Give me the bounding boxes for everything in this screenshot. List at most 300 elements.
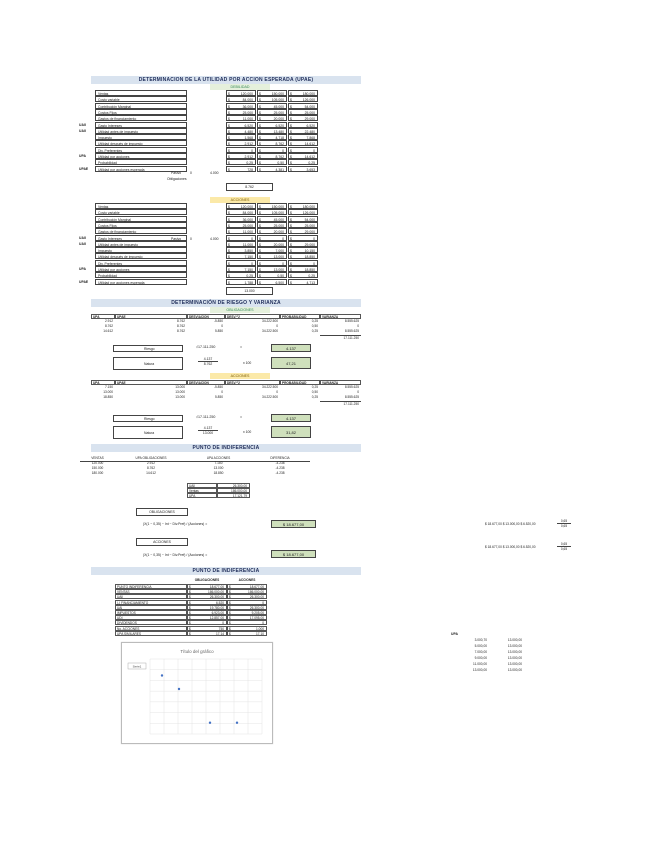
resumen-label: UPA SIMILARES <box>115 631 187 636</box>
side-frac-1-den: 0,65 <box>560 524 568 528</box>
dollar-sign: $ <box>259 242 261 247</box>
row-value: 29.000 $ <box>288 115 318 121</box>
natura2-label: Natura <box>144 431 155 435</box>
row-value: 7.000 $ <box>257 247 287 253</box>
resumen-header: ACCIONES <box>238 578 256 582</box>
var-cell: 0,25 <box>311 319 318 323</box>
var-cell: 0 <box>221 324 223 329</box>
resumen-cell: 18.677,00 $ <box>227 584 267 589</box>
var-cell: 0 <box>276 324 278 329</box>
indif-cell: 180.000 <box>91 471 104 476</box>
dollar-sign: $ <box>229 626 231 631</box>
formula-acciones: (X(1 − 0,35) − Int − Div.Pref) / (Acciones) = <box>143 553 208 557</box>
subtitle-obligaciones: OBLIGACIONES <box>210 307 270 313</box>
row-label: Gasto Intereses <box>95 235 187 241</box>
resumen-cell: 18.677,00 $ <box>187 584 227 589</box>
row-label: Utilidad por acciones esperada <box>95 166 187 172</box>
row-value: 0 $ <box>288 147 318 153</box>
var-total: 17.111.250 <box>320 401 361 406</box>
var-cell: 5.850 <box>215 329 223 334</box>
resumen-cell: 19.780,00 $ <box>187 605 227 610</box>
dollar-sign: $ <box>259 123 261 128</box>
indif-cell: 18.850 <box>213 471 224 476</box>
row-code: UPAE <box>79 279 89 284</box>
dollar-sign: $ <box>290 261 292 266</box>
resumen-cell: 17,10 $ <box>227 631 267 636</box>
row-value: 126.000 $ <box>288 209 318 215</box>
data-point <box>178 688 180 690</box>
var-header: UPA <box>91 380 115 385</box>
var-header: DESVIACION <box>187 380 225 385</box>
resumen-header <box>115 578 187 583</box>
resumen-label: UAI <box>115 605 187 610</box>
riesgo2-label-box <box>113 415 183 422</box>
var-header: PROBABILIDAD <box>280 380 320 385</box>
pasivo-value: 0 <box>190 171 192 175</box>
small-value: 17.121,79 <box>217 493 250 498</box>
row-value: 0 $ <box>288 235 318 241</box>
var-cell: 13.000 <box>103 390 113 395</box>
dollar-sign: $ <box>259 98 261 103</box>
dollar-sign: $ <box>259 136 261 141</box>
natura2-label-box <box>113 426 183 439</box>
pasivo-label: Pasivo <box>171 171 182 175</box>
dollar-sign: $ <box>189 621 191 626</box>
riesgo-label: Riesgo <box>144 347 155 351</box>
resumen-cell: 186.000,00 $ <box>227 589 267 594</box>
riesgo2-expression: √17.111.250 <box>196 415 216 419</box>
row-value: 180.000 $ <box>288 90 318 96</box>
indif-cell: 13.000 <box>213 466 224 471</box>
dollar-sign: $ <box>228 155 230 159</box>
dollar-sign: $ <box>228 223 230 228</box>
resumen-header: OBLIGACIONES <box>194 578 220 582</box>
indif-cell: 2.912 <box>147 461 155 465</box>
result-obligaciones: $ 18.677,00 <box>271 520 316 528</box>
var-cell: 18.850 <box>103 395 113 400</box>
dollar-sign: $ <box>290 268 292 272</box>
var-cell: 8.762 <box>177 329 185 334</box>
row-value: 4.713 $ <box>288 279 318 285</box>
resumen-cell: 17,14 $ <box>187 631 227 636</box>
resumen-cell: 26.300,00 $ <box>227 605 267 610</box>
row-label: Ventas <box>95 90 187 96</box>
row-label: Probabilidad <box>95 159 187 165</box>
dollar-sign: $ <box>290 236 292 241</box>
row-value: 36.000 $ <box>226 103 256 109</box>
subtitle-acciones-2: ACCIONES <box>210 373 270 379</box>
row-value: 20.000 $ <box>257 228 287 234</box>
var-cell: 7.150 <box>105 385 113 389</box>
row-value: 6.520 $ <box>257 122 287 128</box>
side-cell-a: 9.000,00 <box>474 656 487 660</box>
row-label: Utilidad antes de impuesto <box>95 241 187 247</box>
var-header: DESV.^2 <box>225 314 280 319</box>
small-label: UPA <box>187 493 217 498</box>
dollar-sign: $ <box>290 117 292 122</box>
data-point <box>209 722 211 724</box>
dollar-sign: $ <box>259 274 261 279</box>
dollar-sign: $ <box>290 136 292 141</box>
var-cell: 0,25 <box>311 395 318 400</box>
row-value: 0,25 $ <box>288 159 318 165</box>
dollar-sign: $ <box>259 104 261 109</box>
side-table-label: UPA <box>451 632 458 636</box>
row-value: 0 $ <box>257 260 287 266</box>
row-value: 45.000 $ <box>257 216 287 222</box>
row-value: 120.000 $ <box>226 90 256 96</box>
var-cell: 8.762 <box>105 324 113 329</box>
dollar-sign: $ <box>228 274 230 279</box>
var-cell: 0 <box>221 390 223 395</box>
subtitle-acciones: ACCIONES <box>210 197 270 203</box>
row-value: 20.000 $ <box>257 115 287 121</box>
var-cell: 8.555.625 <box>344 319 359 323</box>
side-cell-b: 13.000,00 <box>507 638 522 642</box>
scatter-chart <box>121 642 273 744</box>
dollar-sign: $ <box>259 148 261 153</box>
upae-acciones-total: 13.000 <box>226 287 273 295</box>
dollar-sign: $ <box>228 129 230 134</box>
row-label: Costos Fijos <box>95 109 187 115</box>
dollar-sign: $ <box>189 595 191 600</box>
row-value: 54.000 $ <box>288 103 318 109</box>
acciones-label: ACCIONES <box>136 538 188 546</box>
dollar-sign: $ <box>228 161 230 166</box>
dollar-sign: $ <box>228 104 230 109</box>
row-value: 6.520 $ <box>226 122 256 128</box>
dollar-sign: $ <box>189 626 191 631</box>
indif-cell: -4.238 <box>275 471 285 476</box>
row-value: 120.000 $ <box>226 203 256 209</box>
natura-numerator: 4.137 <box>198 357 218 362</box>
dollar-sign: $ <box>259 223 261 228</box>
resumen-label: IMPUESTOS <box>115 610 187 615</box>
indif-cell: 120.000 <box>91 461 104 465</box>
dollar-sign: $ <box>228 123 230 128</box>
side-cell-b: 13.000,00 <box>507 650 522 654</box>
row-value: 7.150 $ <box>226 266 256 272</box>
dollar-sign: $ <box>290 155 292 159</box>
dollar-sign: $ <box>259 261 261 266</box>
row-value: 2.912 $ <box>226 153 256 159</box>
dollar-sign: $ <box>259 161 261 166</box>
row-value: 84.000 $ <box>226 96 256 102</box>
row-value: 25.000 $ <box>288 222 318 228</box>
row-value: 0,50 $ <box>257 272 287 278</box>
dollar-sign: $ <box>259 117 261 122</box>
riesgo2-label: Riesgo <box>144 417 155 421</box>
var-cell: 34.222.500 <box>262 395 278 400</box>
row-code: UAII <box>79 235 86 240</box>
resumen-cell: 186.000,00 $ <box>187 589 227 594</box>
var-header: UPAE <box>115 314 187 319</box>
pasivo2-value-2: 4.000 <box>210 237 219 241</box>
dollar-sign: $ <box>228 280 230 285</box>
row-value: 8.762 $ <box>257 140 287 146</box>
var-cell: 8.762 <box>177 319 185 323</box>
row-value: 0 $ <box>257 147 287 153</box>
side-cell-a: 13.000,00 <box>472 668 487 672</box>
row-code: UAII <box>79 122 86 127</box>
dollar-sign: $ <box>259 236 261 241</box>
natura-result: 47,21 <box>271 357 311 369</box>
var-cell: 0 <box>357 324 359 329</box>
resumen-cell: 750 $ <box>187 626 227 631</box>
dollar-sign: $ <box>259 211 261 216</box>
dollar-sign: $ <box>229 616 231 621</box>
resumen-label: UAII <box>115 594 187 599</box>
row-value: 11.000 $ <box>226 241 256 247</box>
row-value: 7.150 $ <box>226 253 256 259</box>
dollar-sign: $ <box>229 595 231 600</box>
oblig-label: OBLIGACIONES <box>136 508 188 516</box>
row-value: 4.480 $ <box>226 128 256 134</box>
var-cell: 0,25 <box>311 329 318 334</box>
row-value: 150.000 $ <box>257 90 287 96</box>
dollar-sign: $ <box>228 167 230 172</box>
var-cell: 0 <box>276 390 278 395</box>
row-label: Utilidad después de impuesto <box>95 140 187 146</box>
indif-header: UPA ACCIONES <box>187 456 250 462</box>
dollar-sign: $ <box>229 590 231 595</box>
row-value: 25.000 $ <box>288 109 318 115</box>
resumen-label: (-) FINANCIAMIENTO <box>115 600 187 605</box>
riesgo-result: 4.137 <box>271 344 311 352</box>
small-value: 186.000,00 <box>217 488 250 493</box>
indif-cell: -4.238 <box>275 466 285 471</box>
row-value: 0,25 $ <box>226 272 256 278</box>
row-value: 180.000 $ <box>288 203 318 209</box>
chart-svg <box>122 643 272 743</box>
row-value: 0 $ <box>288 260 318 266</box>
result-acciones: $ 18.677,00 <box>271 550 316 558</box>
dollar-sign: $ <box>290 230 292 235</box>
dollar-sign: $ <box>189 600 191 605</box>
dollar-sign: $ <box>229 605 231 610</box>
dollar-sign: $ <box>290 223 292 228</box>
riesgo-label-box <box>113 345 183 352</box>
row-code: UPA <box>79 154 86 158</box>
pasivo2-label: Pasivo <box>171 237 182 241</box>
row-value: 36.000 $ <box>226 216 256 222</box>
row-value: 105.000 $ <box>257 209 287 215</box>
dollar-sign: $ <box>228 117 230 122</box>
dollar-sign: $ <box>229 611 231 615</box>
side-cell-b: 13.000,00 <box>507 668 522 672</box>
row-value: 3.653 $ <box>288 166 318 172</box>
natura2-x100: x 100 <box>243 430 252 434</box>
row-label: Contribución Marginal <box>95 103 187 109</box>
dollar-sign: $ <box>228 98 230 103</box>
row-code: UPAE <box>79 166 89 171</box>
dollar-sign: $ <box>259 92 261 96</box>
dollar-sign: $ <box>229 631 231 636</box>
var-header: DESVIACION <box>187 314 225 319</box>
dollar-sign: $ <box>259 268 261 272</box>
resumen-cell: 17.095,00 $ <box>227 615 267 620</box>
row-value: 126.000 $ <box>288 96 318 102</box>
dollar-sign: $ <box>290 255 292 260</box>
var-header: VARIANZA <box>320 314 361 319</box>
resumen-label: No. ACCIONES <box>115 626 187 631</box>
dollar-sign: $ <box>228 211 230 216</box>
var-header: UPA <box>91 314 115 319</box>
row-value: 105.000 $ <box>257 96 287 102</box>
row-label: Utilidad por acciones <box>95 153 187 159</box>
row-label: Div. Preferentes <box>95 260 187 266</box>
row-label: Utilidad antes de impuesto <box>95 128 187 134</box>
riesgo2-result: 4.137 <box>271 414 311 422</box>
row-value: 6.520 $ <box>288 122 318 128</box>
row-value: 18.850 $ <box>288 253 318 259</box>
dollar-sign: $ <box>259 142 261 147</box>
row-value: 29.000 $ <box>288 241 318 247</box>
dollar-sign: $ <box>290 110 292 115</box>
row-value: 84.000 $ <box>226 209 256 215</box>
side-frac-1-num: 0,65 <box>557 519 571 524</box>
subtitle-debilidad: DEBILIDAD <box>210 84 270 90</box>
row-value: 20.000 $ <box>257 241 287 247</box>
dollar-sign: $ <box>290 274 292 279</box>
dollar-sign: $ <box>290 167 292 172</box>
row-value: 6.500 $ <box>257 279 287 285</box>
resumen-cell: 0 $ <box>227 620 267 625</box>
dollar-sign: $ <box>228 261 230 266</box>
row-value: 0,25 $ <box>288 272 318 278</box>
dollar-sign: $ <box>228 136 230 141</box>
row-label: Utilidad después de impuesto <box>95 253 187 259</box>
row-value: 25.000 $ <box>226 222 256 228</box>
row-label: Utilidad por acciones <box>95 266 187 272</box>
var-header: UPAE <box>115 380 187 385</box>
row-value: 25.000 $ <box>257 222 287 228</box>
var-header: PROBABILIDAD <box>280 314 320 319</box>
dollar-sign: $ <box>228 110 230 115</box>
data-point <box>161 674 163 676</box>
var-cell: 8.555.625 <box>344 385 359 389</box>
var-header: DESV.^2 <box>225 380 280 385</box>
row-label: Costo variable <box>95 96 187 102</box>
row-label: Impuesto <box>95 134 187 140</box>
pasivo-value-2: 4.000 <box>210 171 219 175</box>
row-label: Impuesto <box>95 247 187 253</box>
row-label: Div. Preferentes <box>95 147 187 153</box>
resumen-cell: 6.923,00 $ <box>187 610 227 615</box>
natura2-numerator: 4.137 <box>198 426 218 431</box>
natura-x100: x 100 <box>243 361 252 365</box>
side-cell-b: 13.000,00 <box>507 662 522 666</box>
resumen-label: DIVIDENDOS <box>115 620 187 625</box>
row-value: 14.612 $ <box>288 140 318 146</box>
dollar-sign: $ <box>259 129 261 134</box>
series-label: Serie1 <box>132 664 142 669</box>
dollar-sign: $ <box>290 129 292 134</box>
dollar-sign: $ <box>229 600 231 605</box>
row-label: Costo variable <box>95 209 187 215</box>
dollar-sign: $ <box>228 92 230 96</box>
riesgo-expression: √17.111.250 <box>196 345 216 349</box>
resumen-label: VENTAS <box>115 589 187 594</box>
dollar-sign: $ <box>228 148 230 153</box>
resumen-cell: 9.205,00 $ <box>227 610 267 615</box>
dollar-sign: $ <box>228 217 230 222</box>
var-header: VARIANZA <box>320 380 361 385</box>
indif-cell: 14.612 <box>146 471 156 476</box>
section-title-indiferencia: PUNTO DE INDIFERENCIA <box>91 444 361 452</box>
resumen-cell: 6.520 $ <box>187 600 227 605</box>
section-title-indiferencia-2: PUNTO DE INDIFERENCIA <box>91 567 361 575</box>
dollar-sign: $ <box>228 236 230 241</box>
dollar-sign: $ <box>189 605 191 610</box>
row-value: 0,50 $ <box>257 159 287 165</box>
var-cell: 0,50 <box>311 324 318 329</box>
row-value: 1.568 $ <box>226 134 256 140</box>
row-label: Contribución Marginal <box>95 216 187 222</box>
var-cell: 13.000 <box>175 395 185 400</box>
var-total: 17.111.250 <box>320 335 361 340</box>
dollar-sign: $ <box>189 611 191 615</box>
var-cell: 8.555.625 <box>344 329 359 334</box>
row-value: 2.912 $ <box>226 140 256 146</box>
var-cell: 2.912 <box>105 319 113 323</box>
row-value: 4.381 $ <box>257 166 287 172</box>
row-value: 10.150 $ <box>288 247 318 253</box>
var-cell: 8.555.625 <box>344 395 359 400</box>
dollar-sign: $ <box>290 104 292 109</box>
row-value: 25.000 $ <box>257 109 287 115</box>
dollar-sign: $ <box>290 123 292 128</box>
chart-title: Título del gráfico <box>180 649 214 654</box>
row-value: 45.000 $ <box>257 103 287 109</box>
dollar-sign: $ <box>259 255 261 260</box>
dollar-sign: $ <box>259 155 261 159</box>
dollar-sign: $ <box>228 249 230 254</box>
side-cell-b: 13.000,00 <box>507 656 522 660</box>
side-frac-2-num: 0,65 <box>557 542 571 547</box>
resumen-cell: 12.857,00 $ <box>187 615 227 620</box>
small-label: Ventas <box>187 488 217 493</box>
row-label: Gastos de financiamiento <box>95 115 187 121</box>
row-label: Gastos de financiamiento <box>95 228 187 234</box>
row-value: 4.718 $ <box>257 134 287 140</box>
dollar-sign: $ <box>290 217 292 222</box>
dollar-sign: $ <box>228 242 230 247</box>
side-cell-a: 11.000,00 <box>473 662 487 666</box>
resumen-cell: 1.000 $ <box>227 626 267 631</box>
row-value: 7.868 $ <box>288 134 318 140</box>
upae-obligaciones-total: 8.762 <box>226 183 273 191</box>
row-value: 14.612 $ <box>288 153 318 159</box>
dollar-sign: $ <box>290 161 292 166</box>
indif-cell: 7.150 <box>214 461 223 465</box>
var-cell: -5.850 <box>213 385 223 389</box>
dollar-sign: $ <box>290 98 292 103</box>
side-cell-a: 5.000,00 <box>474 644 487 648</box>
row-value: 728 $ <box>226 166 256 172</box>
dollar-sign: $ <box>259 167 261 172</box>
dollar-sign: $ <box>259 280 261 285</box>
var-cell: 0,50 <box>311 390 318 395</box>
side-cell-a: 7.000,00 <box>474 650 487 654</box>
dollar-sign: $ <box>259 217 261 222</box>
indif-cell: -4.238 <box>275 461 285 465</box>
row-value: 13.000 $ <box>257 253 287 259</box>
row-label: Costos Fijos <box>95 222 187 228</box>
var-cell: 0 <box>357 390 359 395</box>
natura-denominator: 8.762 <box>203 362 213 366</box>
dollar-sign: $ <box>290 142 292 147</box>
